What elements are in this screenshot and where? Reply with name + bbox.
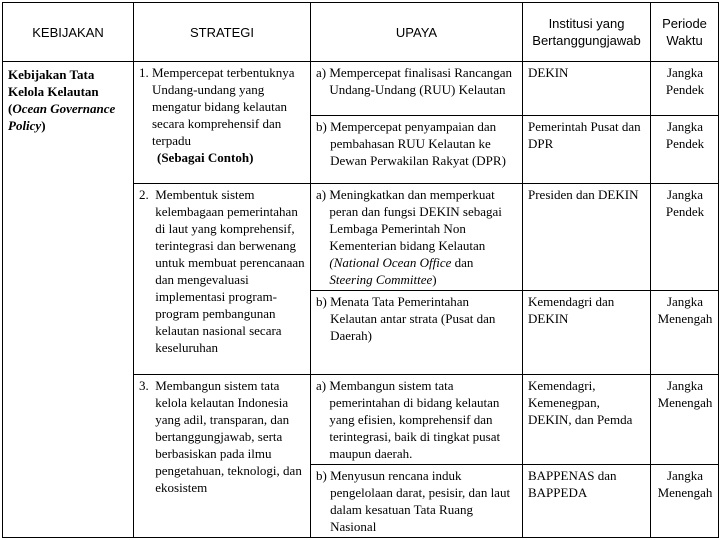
institusi-text: Kemendagri, Kemenegpan, DEKIN, dan Pemda [528,378,633,427]
periode-text: Jangka Pendek [665,187,705,219]
kebijakan-paren-close: ) [41,118,46,133]
table-row [3,62,719,116]
policy-table-page [2,2,718,538]
institusi-cell [523,116,651,184]
periode-text: Jangka Pendek [665,65,705,97]
header-institusi: Institusi yang Bertanggungjawab [523,3,651,62]
strategy-cell-1 [134,62,311,184]
periode-text: Jangka Menengah [657,468,713,500]
institusi-text: Kemendagri dan DEKIN [528,294,615,326]
kebijakan-english: Ocean Governance Policy [8,101,116,133]
upaya-text-end: ) [432,272,437,287]
upaya-text-italic-2: Steering Committee [329,272,433,287]
periode-cell [651,184,719,291]
strategy-cell-3 [134,375,311,538]
policy-table [2,2,719,538]
upaya-cell [311,291,523,375]
header-upaya: UPAYA [311,3,523,62]
upaya-text: Menyusun rencana induk pengelolaan darat, pesisir, dan laut dalam kesatuan Tata Ruang Nasional [330,468,511,534]
header-periode: Periode Waktu [651,3,719,62]
upaya-text: Mempercepat finalisasi Rancangan Undang-Undang (RUU) Kelautan [329,65,513,97]
periode-cell [651,116,719,184]
upaya-label: b) [316,468,327,483]
periode-cell [651,62,719,116]
header-row [3,3,719,62]
upaya-cell [311,62,523,116]
institusi-text: BAPPENAS dan BAPPEDA [528,468,617,500]
upaya-label: a) [316,187,327,202]
upaya-text: Mempercepat penyampaian dan pembahasan RUU Kelautan ke Dewan Perwakilan Rakyat (DPR) [330,119,506,168]
upaya-label: b) [316,294,327,309]
upaya-cell [311,184,523,291]
institusi-text: Presiden dan DEKIN [528,187,639,202]
institusi-cell [523,184,651,291]
upaya-text: Meningkatkan dan memperkuat peran dan fungsi DEKIN sebagai Lembaga Pemerintah Non Kementerian bidang Kelautan [329,187,502,253]
kebijakan-cell [3,62,134,538]
kebijakan-title: Kebijakan Tata Kelola Kelautan [8,67,99,99]
upaya-text: Menata Tata Pemerintahan Kelautan antar strata (Pusat dan Daerah) [330,294,496,343]
strategy-number: 3. [139,378,149,393]
header-strategi: STRATEGI [134,3,311,62]
periode-cell [651,465,719,538]
upaya-text-italic-1: (National Ocean Office [329,255,452,270]
institusi-cell [523,291,651,375]
strategy-number: 2. [139,187,149,202]
upaya-label: a) [316,378,327,393]
institusi-cell [523,465,651,538]
strategy-text: Membangun sistem tata kelola kelautan Indonesia yang adil, transparan, dan bertanggungjawab, serta berbasiskan pada ilmu pengetahuan, teknologi, dan ekosistem [155,378,302,495]
header-kebijakan: KEBIJAKAN [3,3,134,62]
upaya-cell [311,375,523,465]
institusi-text: DEKIN [528,65,569,80]
upaya-cell [311,116,523,184]
strategy-text: Membentuk sistem kelembagaan pemerintahan di laut yang komprehensif, terintegrasi dan berwenang untuk membuat perencanaan dan mengevaluasi implementasi program-program pembangunan kelautan nasional secara keseluruhan [155,187,305,355]
kebijakan-paren-open: ( [8,101,13,116]
periode-text: Jangka Pendek [665,119,705,151]
periode-cell [651,291,719,375]
strategy-number: 1. [139,65,149,80]
strategy-note: (Sebagai Contoh) [157,150,254,165]
upaya-text: Membangun sistem tata pemerintahan di bidang kelautan yang efisien, komprehensif dan terintegrasi, baik di tingkat pusat maupun daerah. [329,378,501,461]
strategy-text: Mempercepat terbentuknya Undang-undang yang mengatur bidang kelautan secara komprehensif dan terpadu [152,65,295,148]
institusi-cell [523,375,651,465]
upaya-label: b) [316,119,327,134]
periode-text: Jangka Menengah [657,378,713,410]
institusi-text: Pemerintah Pusat dan DPR [528,119,641,151]
periode-text: Jangka Menengah [657,294,713,326]
upaya-cell [311,465,523,538]
upaya-text-mid: dan [451,255,474,270]
strategy-cell-2 [134,184,311,375]
periode-cell [651,375,719,465]
upaya-label: a) [316,65,327,80]
institusi-cell [523,62,651,116]
